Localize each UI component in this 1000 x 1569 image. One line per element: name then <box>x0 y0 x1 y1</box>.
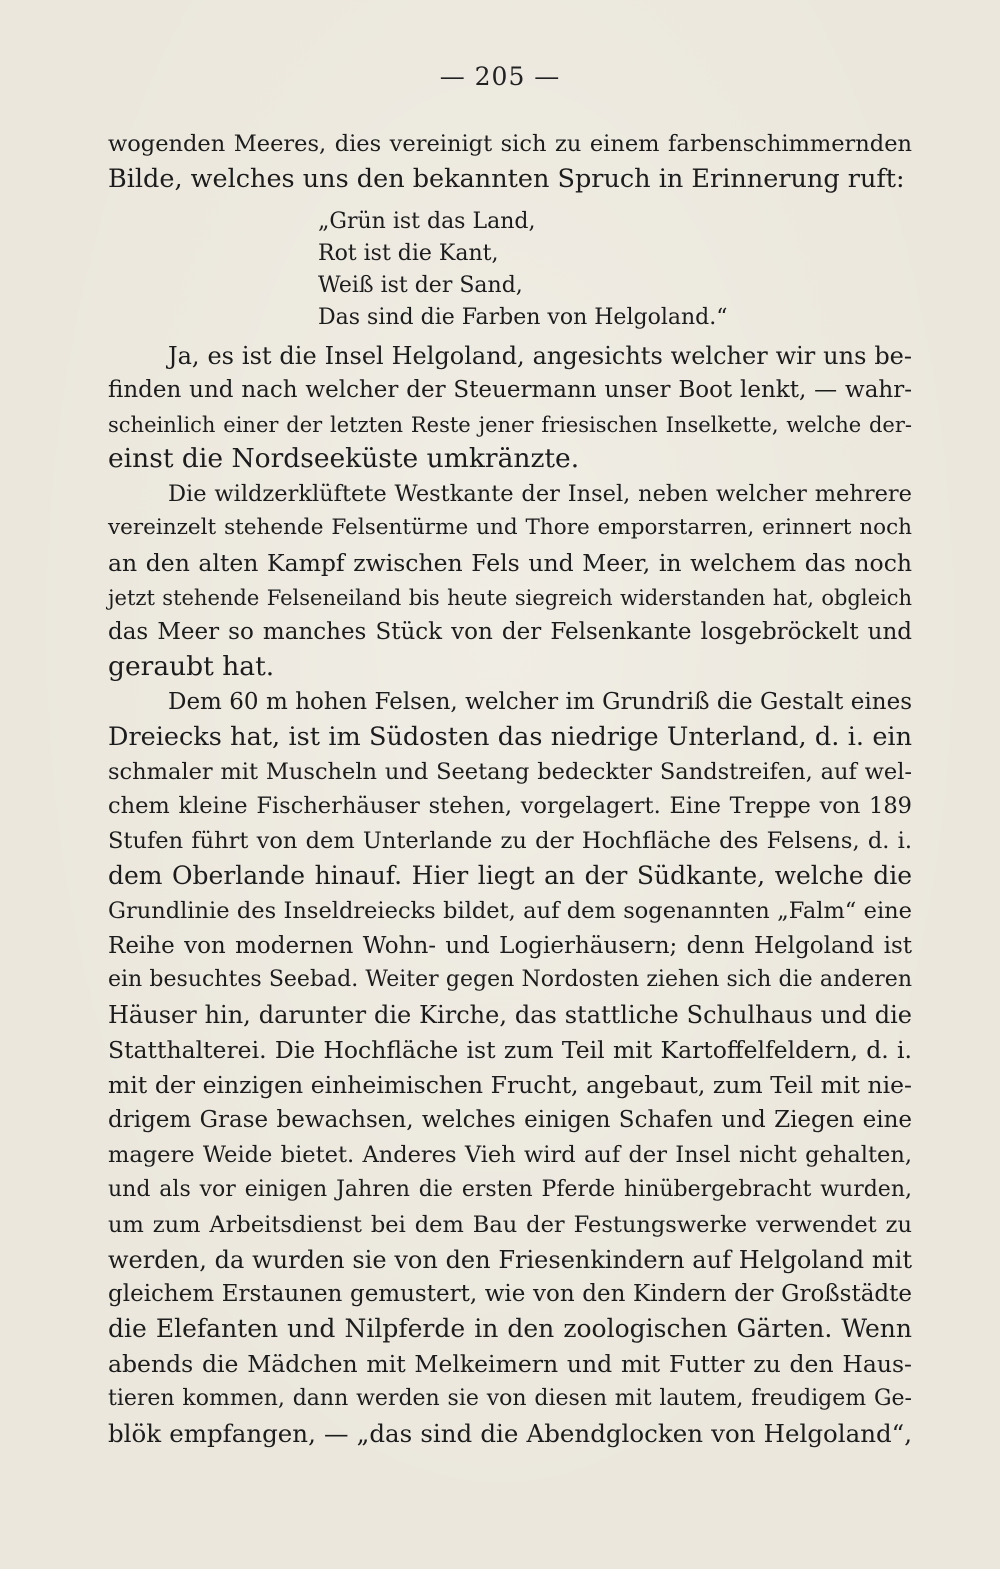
text-line: einst die Nordseeküste umkränzte. <box>108 443 580 474</box>
text-line: finden und nach welcher der Steuermann unser Boot lenkt, — wahr- <box>108 377 912 403</box>
page-number: — 205 — <box>439 62 561 91</box>
text-line: gleichem Erstaunen gemustert, wie von den Kindern der Großstädte <box>108 1281 912 1307</box>
text-line: Dem 60 m hohen Felsen, welcher im Grundriß die Gestalt eines <box>168 689 912 715</box>
text-line: schmaler mit Muscheln und Seetang bedeckter Sandstreifen, auf wel- <box>108 759 912 785</box>
verse-line: Weiß ist der Sand, <box>318 273 523 298</box>
text-line: werden, da wurden sie von den Friesenkindern auf Helgoland mit <box>108 1246 912 1274</box>
text-line: Stufen führt von dem Unterlande zu der Hochfläche des Felsens, d. i. <box>108 828 912 854</box>
text-line: und als vor einigen Jahren die ersten Pferde hinübergebracht wurden, <box>108 1177 912 1202</box>
verse-line: „Grün ist das Land, <box>318 209 536 234</box>
text-line: magere Weide bietet. Anderes Vieh wird auf der Insel nicht gehalten, <box>108 1142 912 1168</box>
text-line: vereinzelt stehende Felsentürme und Thore emporstarren, erinnert noch <box>108 515 912 540</box>
text-line: Ja, es ist die Insel Helgoland, angesichts welcher wir uns be- <box>168 342 912 370</box>
text-line: blök empfangen, — „das sind die Abendglocken von Helgoland“, <box>108 1419 912 1448</box>
text-line: ein besuchtes Seebad. Weiter gegen Nordosten ziehen sich die anderen <box>108 967 912 992</box>
text-line: dem Oberlande hinauf. Hier liegt an der Südkante, welche die <box>108 861 912 890</box>
text-line: jetzt stehende Felseneiland bis heute siegreich widerstanden hat, obgleich <box>108 586 912 610</box>
text-line: Bilde, welches uns den bekannten Spruch in Erinnerung ruft: <box>108 164 905 194</box>
text-line: Statthalterei. Die Hochfläche ist zum Teil mit Kartoffelfeldern, d. i. <box>108 1036 912 1064</box>
text-line: drigem Grase bewachsen, welches einigen Schafen und Ziegen eine <box>108 1107 912 1133</box>
text-line: tieren kommen, dann werden sie von diesen mit lautem, freudigem Ge- <box>108 1386 912 1411</box>
verse-line: Das sind die Farben von Helgoland.“ <box>318 305 728 330</box>
text-line: scheinlich einer der letzten Reste jener friesischen Inselkette, welche der- <box>108 413 912 437</box>
text-line: Reihe von modernen Wohn- und Logierhäusern; denn Helgoland ist <box>108 933 912 959</box>
text-line: das Meer so manches Stück von der Felsenkante losgebröckelt und <box>108 619 912 645</box>
text-line: Häuser hin, darunter die Kirche, das stattliche Schulhaus und die <box>108 1001 912 1029</box>
text-line: mit der einzigen einheimischen Frucht, angebaut, zum Teil mit nie- <box>108 1071 912 1099</box>
text-line: Dreiecks hat, ist im Südosten das niedrige Unterland, d. i. ein <box>108 722 912 752</box>
text-line: um zum Arbeitsdienst bei dem Bau der Festungswerke verwendet zu <box>108 1212 912 1238</box>
text-line: Grundlinie des Inseldreiecks bildet, auf dem sogenannten „Falm“ eine <box>108 898 912 924</box>
text-line: chem kleine Fischerhäuser stehen, vorgelagert. Eine Treppe von 189 <box>108 793 912 819</box>
text-line: Die wildzerklüftete Westkante der Insel, neben welcher mehrere <box>168 481 912 507</box>
verse-line: Rot ist die Kant, <box>318 241 499 266</box>
text-line: die Elefanten und Nilpferde in den zoologischen Gärten. Wenn <box>108 1314 912 1343</box>
text-line: abends die Mädchen mit Melkeimern und mit Futter zu den Haus- <box>108 1350 912 1378</box>
text-line: wogenden Meeres, dies vereinigt sich zu einem farbenschimmernden <box>108 131 912 157</box>
text-line: geraubt hat. <box>108 651 275 682</box>
text-line: an den alten Kampf zwischen Fels und Meer, in welchem das noch <box>108 549 912 577</box>
